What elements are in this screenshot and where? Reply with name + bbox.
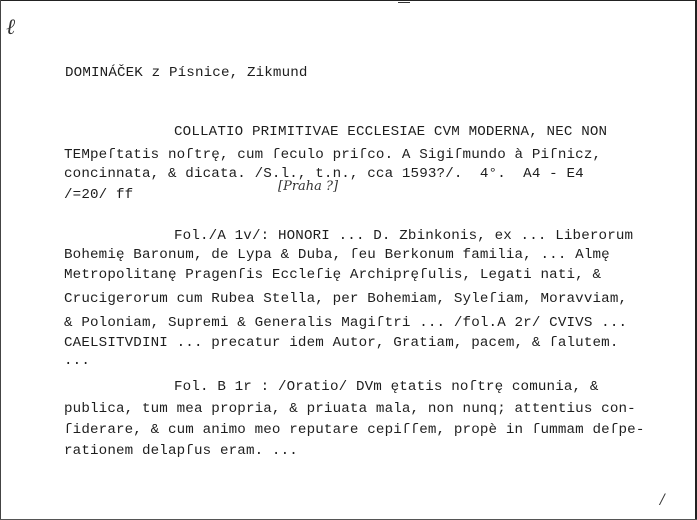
excerpt-1-line-4: Crucigerorum cum Rubea Stella, per Bohemiam, Syleſiam, Moravviam, xyxy=(64,291,628,307)
title-line-2: TEMpeſtatis noſtrę, cum ſeculo priſco. A Sigiſmundo à Piſnicz, xyxy=(64,147,602,163)
handwritten-place-note: [Praha ?] xyxy=(278,179,339,194)
corner-handwritten-mark: ℓ xyxy=(6,15,16,40)
excerpt-1-line-5: & Poloniam, Supremi & Generalis Magiſtri ... /fol.A 2r/ CVIVS ... xyxy=(64,315,628,331)
card-heading: DOMINÁČEK z Písnice, Zikmund xyxy=(65,65,308,81)
top-edge-mark xyxy=(398,2,410,3)
title-line-1: COLLATIO PRIMITIVAE ECCLESIAE CVM MODERNA, NEC NON xyxy=(174,124,608,140)
title-line-3: concinnata, & dicata. /S.l., t.n., cca 1593?/. 4°. A4 - E4 xyxy=(64,166,584,182)
excerpt-2-line-3: ſiderare, & cum animo meo reputare cepiſſem, propè in ſummam deſpe- xyxy=(64,422,645,438)
title-line-4: /=20/ ff xyxy=(64,187,134,203)
excerpt-1-line-3: Metropolitanę Pragenſis Eccleſię Archipręſulis, Legati nati, & xyxy=(64,267,602,283)
excerpt-2-line-1: Fol. B 1r : /Oratio/ DVm ętatis noſtrę comunia, & xyxy=(174,379,599,395)
excerpt-1-line-6: CAELSITVDINI ... precatur idem Autor, Gratiam, pacem, & ſalutem. xyxy=(64,335,619,351)
bottom-corner-mark: / xyxy=(660,492,665,508)
card-border-top xyxy=(0,0,697,1)
excerpt-1-line-2: Bohemię Baronum, de Lypa & Duba, ſeu Berkonum familia, ... Almę xyxy=(64,247,610,263)
excerpt-1-line-7: ... xyxy=(64,353,90,369)
excerpt-2-line-2: publica, tum mea propria, & priuata mala, non nunq; attentius con- xyxy=(64,401,636,417)
card-border-left xyxy=(0,0,1,520)
excerpt-1-line-1: Fol./A 1v/: HONORI ... D. Zbinkonis, ex ... Liberorum xyxy=(174,228,634,244)
excerpt-2-line-4: rationem delapſus eram. ... xyxy=(64,443,298,459)
